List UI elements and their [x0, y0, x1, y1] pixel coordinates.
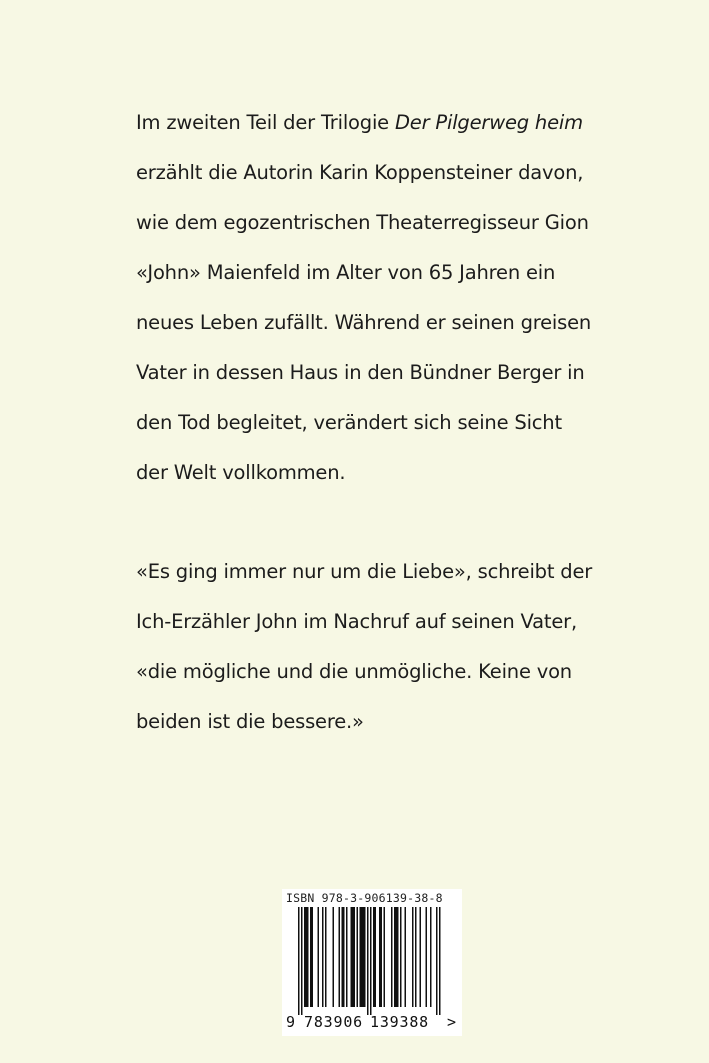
barcode-guard-bar	[298, 907, 300, 1015]
blurb-line: den Tod begleitet, verändert sich seine Sicht	[136, 411, 562, 434]
barcode-bar	[351, 907, 353, 1007]
barcode-bar	[420, 907, 422, 1007]
book-title-italic: Der Pilgerweg heim	[394, 111, 583, 134]
barcode-bar	[405, 907, 407, 1007]
barcode-bar	[415, 907, 417, 1007]
barcode-bar	[394, 907, 396, 1007]
barcode-bar	[343, 907, 345, 1007]
barcode-bar	[373, 907, 375, 1007]
barcode-first-digit: 9	[286, 1013, 296, 1031]
barcode-bar	[381, 907, 383, 1007]
barcode-bar	[412, 907, 414, 1007]
blurb-line: «John» Maienfeld im Alter von 65 Jahren ein	[136, 261, 556, 284]
quote-line: Ich-Erzähler John im Nachruf auf seinen Vater,	[136, 610, 577, 633]
barcode-right-digits: 139388	[370, 1013, 429, 1031]
barcode-bar	[357, 907, 359, 1007]
barcode-bar	[379, 907, 381, 1007]
barcode-bar	[360, 907, 362, 1007]
barcode-quiet-zone-mark: >	[447, 1013, 457, 1031]
barcode-left-digits: 783906	[304, 1013, 363, 1031]
barcode-guard-bar	[367, 907, 369, 1015]
barcode-bar	[361, 907, 363, 1007]
quote-line: «die mögliche und die unmögliche. Keine von	[136, 660, 572, 683]
barcode-bars	[282, 907, 462, 1015]
barcode-bar	[322, 907, 324, 1007]
blurb-line: erzählt die Autorin Karin Koppensteiner davon,	[136, 161, 584, 184]
barcode-bar	[346, 907, 348, 1007]
barcode-bar	[310, 907, 312, 1007]
blurb-line: wie dem egozentrischen Theaterregisseur Gion	[136, 211, 589, 234]
barcode-bar	[397, 907, 399, 1007]
barcode-bar	[304, 907, 306, 1007]
barcode-bar	[400, 907, 402, 1007]
blurb-line: neues Leben zufällt. Während er seinen greisen	[136, 311, 592, 334]
isbn-label: ISBN 978-3-906139-38-8	[286, 891, 443, 905]
barcode-bar	[396, 907, 398, 1007]
barcode-bar	[363, 907, 365, 1007]
back-cover-blurb	[136, 104, 616, 753]
barcode-guard-bar	[370, 907, 372, 1015]
barcode-bar	[339, 907, 341, 1007]
barcode-bar	[306, 907, 308, 1007]
barcode-bar	[354, 907, 356, 1007]
paragraph-gap	[136, 504, 616, 553]
barcode-bar	[364, 907, 366, 1007]
quote-line: beiden ist die bessere.»	[136, 710, 364, 733]
barcode-bar	[312, 907, 314, 1007]
barcode-digits	[282, 1013, 462, 1033]
blurb-line	[136, 104, 616, 154]
barcode-bar	[342, 907, 344, 1007]
blurb-line: der Welt vollkommen.	[136, 461, 346, 484]
barcode-bar	[333, 907, 335, 1007]
barcode-bar	[325, 907, 327, 1007]
quote-line: «Es ging immer nur um die Liebe», schreibt der	[136, 560, 593, 583]
blurb-line-text: Im zweiten Teil der Trilogie	[136, 111, 395, 134]
barcode-guard-bar	[439, 907, 441, 1015]
barcode-guard-bar	[436, 907, 438, 1015]
barcode-bar	[352, 907, 354, 1007]
barcode-bar	[391, 907, 393, 1007]
barcode-bar	[430, 907, 432, 1007]
barcode-guard-bar	[301, 907, 303, 1015]
barcode-bar	[426, 907, 428, 1007]
isbn-barcode	[282, 889, 462, 1036]
barcode-bar	[375, 907, 377, 1007]
barcode-bar	[307, 907, 309, 1007]
barcode-bar	[318, 907, 320, 1007]
barcode-bar	[384, 907, 386, 1007]
blurb-line: Vater in dessen Haus in den Bündner Berger in	[136, 361, 585, 384]
